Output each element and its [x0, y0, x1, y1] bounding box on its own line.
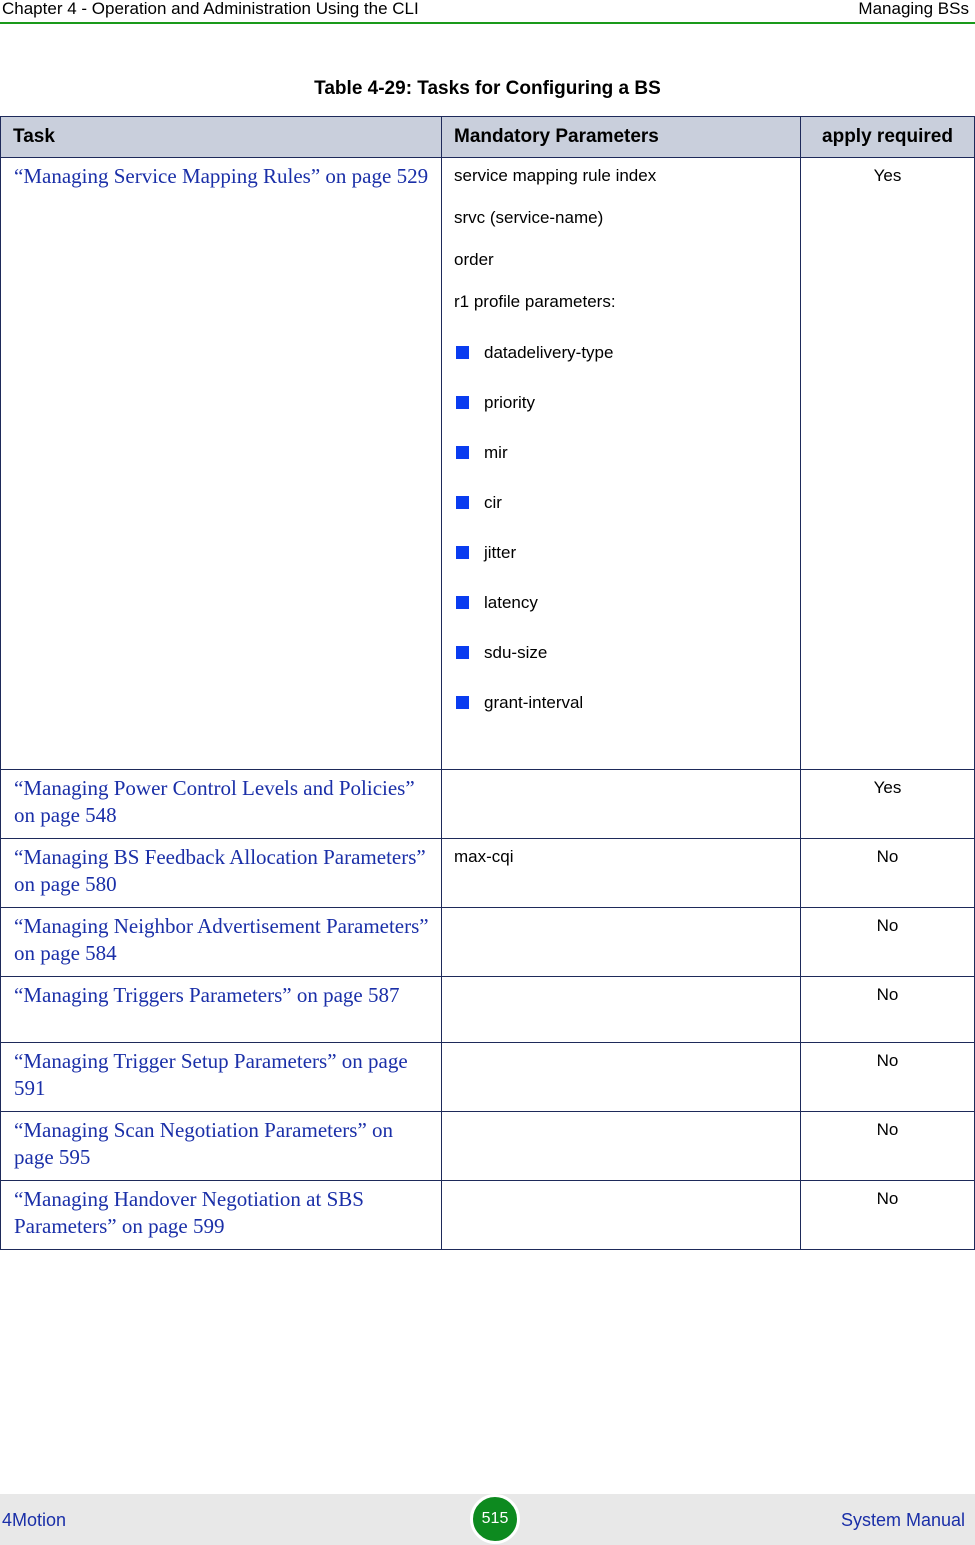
mandatory-parameters-cell	[442, 1181, 801, 1250]
bullet-text: grant-interval	[484, 693, 584, 712]
tasks-table	[0, 116, 975, 1250]
task-link[interactable]: “Managing Trigger Setup Parameters” on page 591	[1, 1043, 442, 1112]
mandatory-parameters-cell	[442, 1112, 801, 1181]
task-link[interactable]: “Managing BS Feedback Allocation Parameters” on page 580	[1, 839, 442, 908]
parameter-item: service mapping rule index	[454, 166, 657, 185]
list-item	[454, 443, 790, 463]
apply-required-cell: Yes	[801, 158, 975, 770]
table-row	[1, 1181, 975, 1250]
list-item	[454, 393, 790, 413]
square-bullet-icon	[456, 696, 469, 709]
table-row	[1, 770, 975, 839]
square-bullet-icon	[456, 346, 469, 359]
mandatory-parameters-cell	[442, 977, 801, 1043]
square-bullet-icon	[456, 496, 469, 509]
list-item	[454, 693, 790, 713]
parameter-item: r1 profile parameters:	[454, 292, 616, 311]
apply-required-cell: No	[801, 977, 975, 1043]
list-item	[454, 493, 790, 513]
table-row	[1, 908, 975, 977]
task-link[interactable]: “Managing Power Control Levels and Policies” on page 548	[1, 770, 442, 839]
chapter-title: Chapter 4 - Operation and Administration Using the CLI	[2, 0, 419, 18]
bullet-text: priority	[484, 393, 536, 412]
section-title: Managing BSs	[858, 0, 969, 18]
square-bullet-icon	[456, 446, 469, 459]
square-bullet-icon	[456, 646, 469, 659]
mandatory-parameters-cell: max-cqi	[442, 839, 801, 908]
task-link[interactable]: “Managing Handover Negotiation at SBS Parameters” on page 599	[1, 1181, 442, 1250]
parameter-item: order	[454, 250, 494, 269]
table-row	[1, 1112, 975, 1181]
list-item	[454, 643, 790, 663]
list-item	[454, 543, 790, 563]
column-header-mandatory-parameters: Mandatory Parameters	[442, 117, 801, 158]
mandatory-parameters-cell	[442, 770, 801, 839]
square-bullet-icon	[456, 596, 469, 609]
list-item	[454, 593, 790, 613]
page-header	[0, 0, 975, 24]
mandatory-parameters-cell	[442, 908, 801, 977]
task-link[interactable]: “Managing Triggers Parameters” on page 587	[1, 977, 442, 1043]
task-link[interactable]: “Managing Neighbor Advertisement Parameters” on page 584	[1, 908, 442, 977]
apply-required-cell: No	[801, 908, 975, 977]
page-number-badge: 515	[470, 1494, 520, 1544]
bullet-text: cir	[484, 493, 502, 512]
parameter-item: srvc (service-name)	[454, 208, 604, 227]
square-bullet-icon	[456, 546, 469, 559]
bullet-text: mir	[484, 443, 508, 462]
table-row	[1, 977, 975, 1043]
bullet-text: datadelivery-type	[484, 343, 614, 362]
apply-required-cell: Yes	[801, 770, 975, 839]
r1-profile-parameter-list	[454, 343, 790, 713]
column-header-task: Task	[1, 117, 442, 158]
list-item	[454, 343, 790, 363]
task-link[interactable]: “Managing Scan Negotiation Parameters” on page 595	[1, 1112, 442, 1181]
product-name: 4Motion	[2, 1510, 67, 1530]
apply-required-cell: No	[801, 1043, 975, 1112]
table-row	[1, 1043, 975, 1112]
apply-required-cell: No	[801, 1112, 975, 1181]
task-link[interactable]: “Managing Service Mapping Rules” on page 529	[1, 158, 442, 770]
table-caption: Table 4-29: Tasks for Configuring a BS	[314, 78, 661, 99]
square-bullet-icon	[456, 396, 469, 409]
apply-required-cell: No	[801, 839, 975, 908]
bullet-text: latency	[484, 593, 538, 612]
bullet-text: jitter	[484, 543, 517, 562]
table-header-row	[1, 117, 975, 158]
mandatory-parameters-cell	[442, 158, 801, 770]
table-row	[1, 158, 975, 770]
page-footer	[0, 1494, 975, 1545]
table-row	[1, 839, 975, 908]
bullet-text: sdu-size	[484, 643, 548, 662]
manual-name: System Manual	[840, 1510, 965, 1530]
column-header-apply-required: apply required	[801, 117, 975, 158]
parameter-list	[454, 166, 790, 312]
mandatory-parameters-cell	[442, 1043, 801, 1112]
apply-required-cell: No	[801, 1181, 975, 1250]
